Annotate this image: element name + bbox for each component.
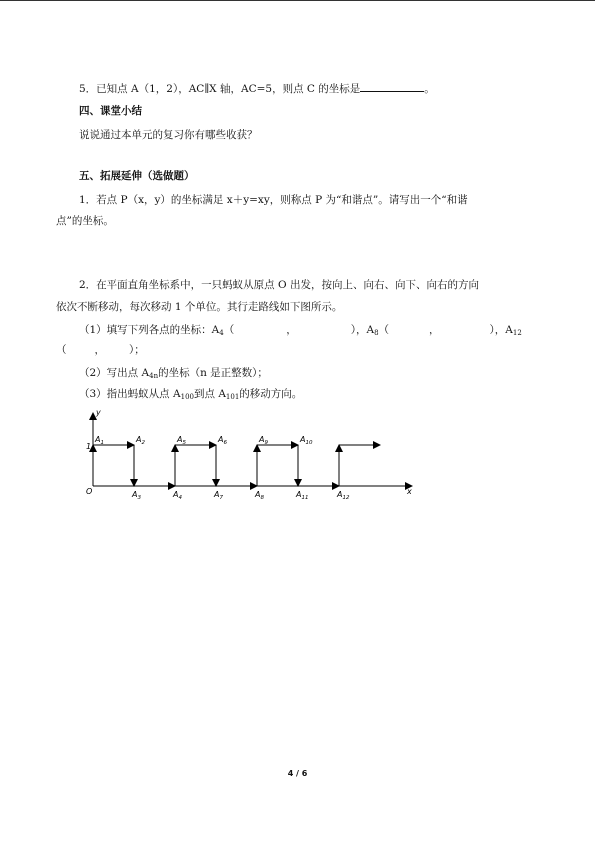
point-label: $A_2$: [136, 435, 145, 446]
problem-2-sub-2: [79, 366, 268, 383]
x-axis-label: x: [407, 487, 412, 496]
sub-2-suffix: 的坐标（n 是正整数）；: [158, 367, 268, 379]
y-axis-label: y: [96, 408, 101, 417]
page-top-rule: [0, 0, 595, 1]
section-5-title: 五、拓展延伸（选做题）: [79, 170, 195, 182]
point-labels: [86, 408, 412, 501]
sub-1-a4-open: （: [223, 324, 235, 336]
sub-2-prefix: （2）写出点 A: [79, 367, 150, 379]
section-4-title: 四、课堂小结: [79, 105, 142, 117]
section-4-prompt: 说说通过本单元的复习你有哪些收获？: [79, 129, 258, 141]
sub-3-prefix: （3）指出蚂蚁从点 A: [79, 388, 181, 400]
point-label: $A_7$: [214, 490, 223, 501]
sub-1-a8-open: （: [378, 324, 390, 336]
sub-1-a12-index: 12: [512, 329, 522, 337]
sub-1-a8-label: ），A: [350, 324, 375, 336]
page-number: 4 / 6: [287, 769, 308, 778]
sub-3-index-101: 101: [225, 393, 240, 401]
problem-1-line-1: 1．若点 P（x，y）的坐标满足 x＋y=xy，则称点 P 为“和谐点”。请写出一个“和谐: [79, 194, 468, 206]
ant-path: [93, 413, 412, 486]
point-label: $A_{10}$: [300, 435, 313, 446]
point-label: $A_9$: [259, 435, 268, 446]
unit-tick-label: 1: [86, 442, 92, 451]
sub-1-a8-comma: ，: [429, 324, 440, 336]
point-label: $A_1$: [95, 435, 104, 446]
problem-2-line-2: 依次不断移动，每次移动 1 个单位。其行走路线如下图所示。: [56, 301, 343, 313]
sub-1-prefix: （1）填写下列各点的坐标：A: [79, 324, 220, 336]
problem-2-sub-3: [79, 387, 302, 404]
sub-3-mid: 到点 A: [193, 388, 226, 400]
answer-blank: [360, 80, 424, 92]
sub-1-a12-label: ），A: [489, 324, 513, 336]
point-label: $A_3$: [132, 490, 141, 501]
origin-label: O: [86, 487, 93, 496]
sub-1-a8-index: 8: [374, 329, 379, 337]
problem-1-line-2: 点”的坐标。: [56, 215, 114, 227]
sub-2-index: 4n: [149, 372, 159, 380]
sub-1-a4-index: 4: [219, 329, 224, 337]
sub-1-a12-close: ）；: [129, 344, 145, 356]
sub-3-index-100: 100: [180, 393, 194, 401]
sub-3-suffix: 的移动方向。: [239, 388, 303, 400]
point-label: $A_{12}$: [337, 490, 350, 501]
problem-2-sub-1-line-2: [56, 343, 145, 357]
question-5: [79, 80, 435, 96]
ant-path-diagram: [80, 405, 420, 505]
point-label: $A_4$: [173, 490, 182, 501]
question-5-suffix: 。: [424, 83, 435, 95]
sub-1-a12-open: （: [56, 344, 67, 356]
point-label: $A_8$: [255, 490, 264, 501]
sub-1-a12-comma: ，: [94, 344, 105, 356]
problem-2-sub-1: [79, 323, 522, 340]
point-label: $A_{11}$: [296, 490, 309, 501]
problem-2-line-1: 2．在平面直角坐标系中，一只蚂蚁从原点 O 出发，按向上、向右、向下、向右的方向: [79, 279, 479, 291]
point-label: $A_5$: [177, 435, 186, 446]
point-label: $A_6$: [218, 435, 227, 446]
sub-1-a4-comma: ，: [286, 324, 297, 336]
question-5-text: 5．已知点 A（1，2），AC∥X 轴，AC=5，则点 C 的坐标是: [79, 83, 361, 95]
